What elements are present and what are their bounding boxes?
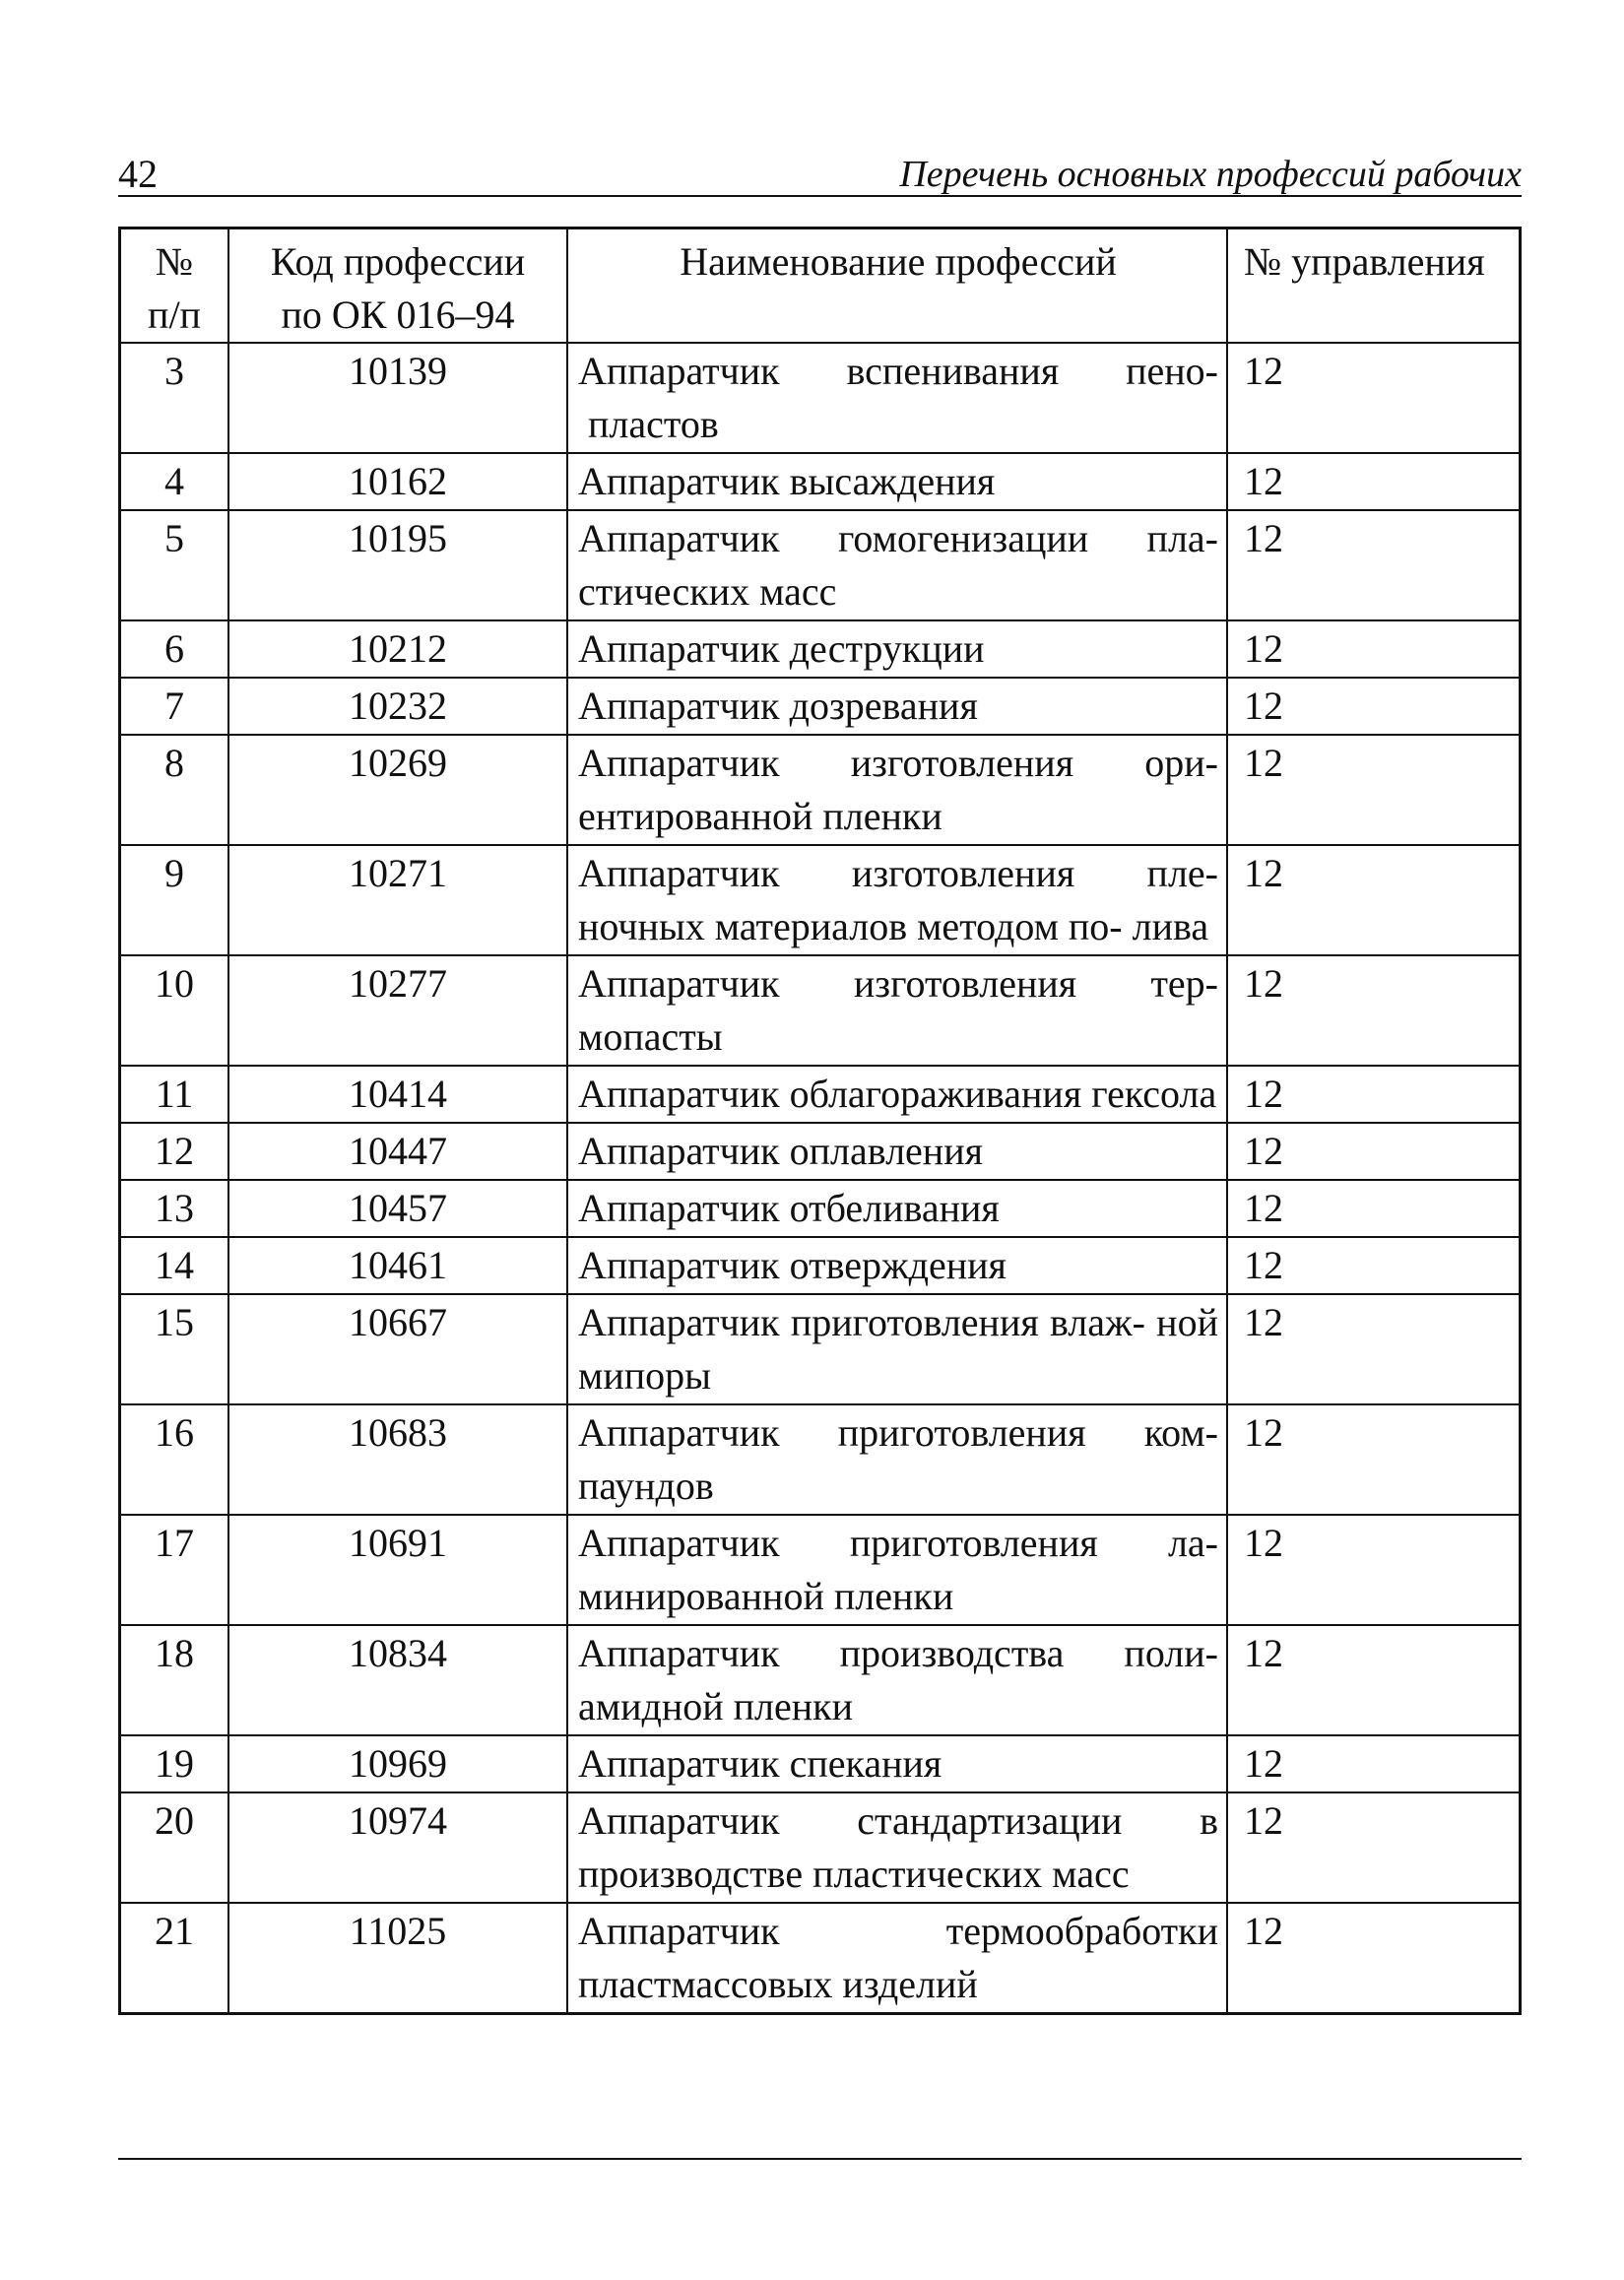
profession-name-cell: Аппаратчик оплавления [567,1123,1227,1180]
department-number-cell: 12 [1227,343,1521,453]
profession-name-cell: Аппаратчик деструкции [567,620,1227,678]
column-header-department: № управления [1227,228,1521,344]
profession-name-cell: Аппаратчик облагораживания гексола [567,1066,1227,1123]
profession-name-cell: Аппаратчик дозревания [567,678,1227,735]
profession-name-cell: Аппаратчик изготовления ори- ентированной пленки [567,735,1227,845]
footer-rule [118,2158,1522,2160]
row-number-cell: 21 [120,1903,229,2014]
department-number-cell: 12 [1227,1066,1521,1123]
table-row [120,510,1521,620]
profession-name-cell: Аппаратчик стандартизации в производстве пластических масс [567,1792,1227,1903]
profession-name-cell: Аппаратчик приготовления ла- минированной пленки [567,1515,1227,1625]
table-row [120,955,1521,1066]
table-row [120,1404,1521,1515]
row-number-cell: 7 [120,678,229,735]
table-row [120,1180,1521,1237]
page-header [118,146,1522,197]
table-row [120,1237,1521,1294]
row-number-cell: 12 [120,1123,229,1180]
table-row [120,1294,1521,1404]
profession-code-cell: 10447 [228,1123,567,1180]
department-number-cell: 12 [1227,1625,1521,1735]
profession-code-cell: 10139 [228,343,567,453]
row-number-cell: 19 [120,1735,229,1792]
profession-name-cell: Аппаратчик изготовления пле- ночных материалов методом по- лива [567,845,1227,955]
profession-code-cell: 10414 [228,1066,567,1123]
professions-table [118,227,1522,2015]
department-number-cell: 12 [1227,1237,1521,1294]
column-header-number [120,228,229,344]
column-header-number-line1: № [155,239,194,284]
profession-code-cell: 10969 [228,1735,567,1792]
table-row [120,1903,1521,2014]
row-number-cell: 9 [120,845,229,955]
profession-code-cell: 11025 [228,1903,567,2014]
table-row [120,1792,1521,1903]
table-row [120,1625,1521,1735]
department-number-cell: 12 [1227,1123,1521,1180]
profession-code-cell: 10269 [228,735,567,845]
page-number: 42 [118,152,158,196]
profession-code-cell: 10461 [228,1237,567,1294]
table-row [120,343,1521,453]
department-number-cell: 12 [1227,735,1521,845]
profession-name-cell: Аппаратчик гомогенизации пла- стических масс [567,510,1227,620]
table-row [120,1515,1521,1625]
running-title: Перечень основных профессий рабочих [899,154,1522,195]
row-number-cell: 8 [120,735,229,845]
table-row [120,678,1521,735]
row-number-cell: 16 [120,1404,229,1515]
column-header-code-line2: по ОК 016–94 [281,293,515,337]
department-number-cell: 12 [1227,678,1521,735]
profession-code-cell: 10683 [228,1404,567,1515]
profession-code-cell: 10271 [228,845,567,955]
profession-name-cell: Аппаратчик термообработки пластмассовых изделий [567,1903,1227,2014]
profession-code-cell: 10232 [228,678,567,735]
department-number-cell: 12 [1227,1792,1521,1903]
profession-name-cell: Аппаратчик производства поли- амидной пленки [567,1625,1227,1735]
profession-code-cell: 10667 [228,1294,567,1404]
profession-code-cell: 10212 [228,620,567,678]
department-number-cell: 12 [1227,955,1521,1066]
profession-code-cell: 10974 [228,1792,567,1903]
table-row [120,735,1521,845]
column-header-code [228,228,567,344]
table-row [120,1735,1521,1792]
profession-name-cell: Аппаратчик вспенивания пено- пластов [567,343,1227,453]
profession-code-cell: 10162 [228,453,567,510]
table-row [120,845,1521,955]
department-number-cell: 12 [1227,1515,1521,1625]
profession-name-cell: Аппаратчик изготовления тер- мопасты [567,955,1227,1066]
profession-name-cell: Аппаратчик приготовления влаж- ной мипоры [567,1294,1227,1404]
row-number-cell: 17 [120,1515,229,1625]
column-header-name: Наименование профессий [567,228,1227,344]
row-number-cell: 4 [120,453,229,510]
table-row [120,1066,1521,1123]
profession-name-cell: Аппаратчик отбеливания [567,1180,1227,1237]
row-number-cell: 10 [120,955,229,1066]
profession-name-cell: Аппаратчик высаждения [567,453,1227,510]
row-number-cell: 20 [120,1792,229,1903]
profession-name-cell: Аппаратчик спекания [567,1735,1227,1792]
profession-code-cell: 10834 [228,1625,567,1735]
row-number-cell: 5 [120,510,229,620]
profession-code-cell: 10195 [228,510,567,620]
department-number-cell: 12 [1227,1294,1521,1404]
department-number-cell: 12 [1227,510,1521,620]
row-number-cell: 15 [120,1294,229,1404]
department-number-cell: 12 [1227,1903,1521,2014]
row-number-cell: 6 [120,620,229,678]
department-number-cell: 12 [1227,1180,1521,1237]
profession-code-cell: 10277 [228,955,567,1066]
row-number-cell: 3 [120,343,229,453]
department-number-cell: 12 [1227,845,1521,955]
row-number-cell: 13 [120,1180,229,1237]
table-header [120,228,1521,344]
profession-code-cell: 10691 [228,1515,567,1625]
table-body [120,343,1521,2014]
header-row [120,228,1521,344]
row-number-cell: 18 [120,1625,229,1735]
table-row [120,620,1521,678]
column-header-code-line1: Код профессии [270,239,526,284]
department-number-cell: 12 [1227,1404,1521,1515]
row-number-cell: 14 [120,1237,229,1294]
column-header-number-line2: п/п [148,293,201,337]
department-number-cell: 12 [1227,453,1521,510]
row-number-cell: 11 [120,1066,229,1123]
department-number-cell: 12 [1227,620,1521,678]
department-number-cell: 12 [1227,1735,1521,1792]
table-row [120,453,1521,510]
profession-name-cell: Аппаратчик отверждения [567,1237,1227,1294]
profession-code-cell: 10457 [228,1180,567,1237]
profession-name-cell: Аппаратчик приготовления ком- паундов [567,1404,1227,1515]
table-row [120,1123,1521,1180]
